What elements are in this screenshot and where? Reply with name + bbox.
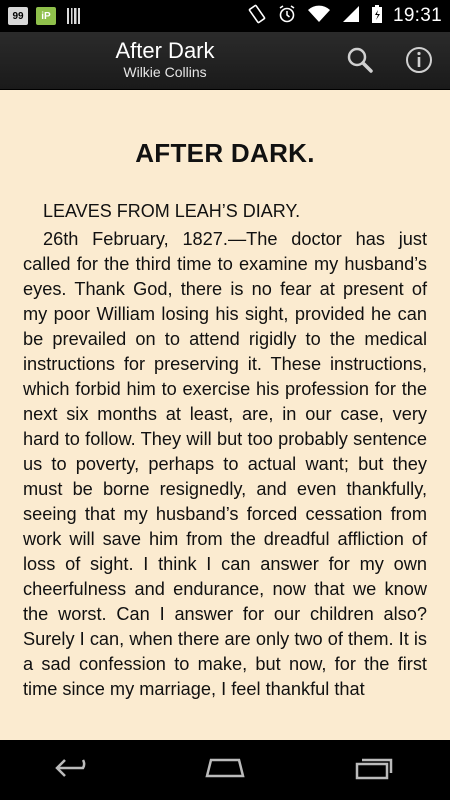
recents-button[interactable]	[345, 750, 405, 790]
system-icons	[247, 4, 442, 29]
recents-icon	[353, 755, 397, 786]
book-author: Wilkie Collins	[123, 64, 207, 80]
home-button[interactable]	[195, 750, 255, 790]
battery-icon	[371, 4, 383, 29]
status-bar	[0, 0, 450, 32]
notification-area	[8, 7, 84, 25]
action-bar	[0, 32, 450, 90]
rotate-icon	[247, 4, 267, 29]
back-icon	[53, 756, 97, 785]
title-block	[0, 38, 330, 81]
search-icon	[345, 45, 375, 80]
notification-barcode-icon	[64, 7, 84, 25]
status-time: 19:31	[392, 5, 442, 26]
info-icon	[404, 45, 434, 80]
back-button[interactable]	[45, 750, 105, 790]
chapter-title: AFTER DARK.	[135, 138, 315, 168]
section-heading: LEAVES FROM LEAH’S DIARY.	[43, 201, 301, 221]
reading-area[interactable]	[0, 90, 450, 740]
home-icon	[201, 756, 249, 785]
alarm-icon	[277, 4, 297, 29]
navigation-bar	[0, 740, 450, 800]
book-title: After Dark	[115, 38, 215, 63]
notification-ip-icon: iP	[36, 7, 56, 25]
wifi-icon	[307, 4, 331, 29]
body-paragraph: 26th February, 1827.—The doctor has just called for the third time to examine my husband’s eyes. Thank God, there is no fear at present of my poor William losing his sight, provided he can be prevailed on to attend rigidly to the medical instructions for preserving it. These instructions, which forbid him to exercise his profession for the next six months at least, are, in our case, very hard to follow. They will but too probably sentence us to poverty, perhaps to actual want; but they must be borne resignedly, and even thankfully, seeing that my husband’s forced cessation from work will save him from the dreadful affliction of loss of sight. I think I can answer for my own cheerfulness and endurance, now that we know the worst. Can I answer for our children also? Surely I can, when there are only two of them. It is a sad confession to make, but now, for the first time since my marriage, I feel thankful that	[23, 229, 427, 699]
info-button[interactable]	[399, 42, 439, 82]
notification-99-icon: 99	[8, 7, 28, 25]
signal-icon	[341, 4, 361, 29]
search-button[interactable]	[340, 42, 380, 82]
